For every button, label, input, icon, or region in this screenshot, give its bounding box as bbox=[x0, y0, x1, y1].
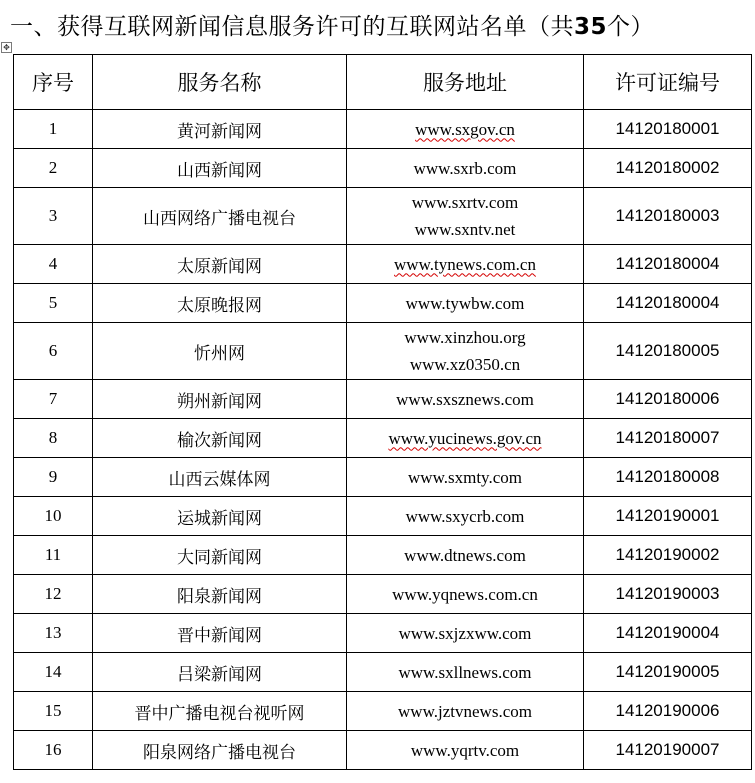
table-row bbox=[14, 731, 752, 770]
table-row bbox=[14, 110, 752, 149]
table-row bbox=[14, 149, 752, 188]
service-address bbox=[347, 188, 584, 245]
address-url: www.sxjzxww.com bbox=[398, 623, 532, 643]
address-url: www.sxrtv.com bbox=[411, 193, 519, 212]
service-address bbox=[347, 653, 584, 692]
address-url: www.dtnews.com bbox=[404, 545, 526, 565]
service-name: 山西新闻网 bbox=[93, 149, 347, 188]
service-name: 忻州网 bbox=[93, 323, 347, 380]
row-index: 11 bbox=[14, 536, 93, 575]
table-body bbox=[14, 110, 752, 770]
table-move-handle-icon[interactable]: ✥ bbox=[1, 42, 12, 53]
table-row bbox=[14, 188, 752, 245]
title-prefix: 一、获得互联网新闻信息服务许可的互联网站名单（共 bbox=[10, 14, 574, 40]
license-number: 14120180002 bbox=[584, 149, 752, 188]
service-name: 山西云媒体网 bbox=[93, 458, 347, 497]
header-name: 服务名称 bbox=[93, 55, 347, 110]
address-url: www.xinzhou.org bbox=[404, 328, 526, 347]
page-title bbox=[10, 8, 750, 46]
service-address bbox=[347, 149, 584, 188]
address-url: www.sxycrb.com bbox=[405, 506, 525, 526]
service-name: 大同新闻网 bbox=[93, 536, 347, 575]
table-row bbox=[14, 458, 752, 497]
license-number: 14120180004 bbox=[584, 284, 752, 323]
table-row bbox=[14, 284, 752, 323]
service-address bbox=[347, 614, 584, 653]
service-name: 阳泉新闻网 bbox=[93, 575, 347, 614]
row-index: 3 bbox=[14, 188, 93, 245]
table-row bbox=[14, 575, 752, 614]
service-address bbox=[347, 575, 584, 614]
row-index: 10 bbox=[14, 497, 93, 536]
table-row bbox=[14, 323, 752, 380]
header-index: 序号 bbox=[14, 55, 93, 110]
row-index: 2 bbox=[14, 149, 93, 188]
table-row bbox=[14, 692, 752, 731]
header-address: 服务地址 bbox=[347, 55, 584, 110]
license-number: 14120190003 bbox=[584, 575, 752, 614]
address-url: www.sxsznews.com bbox=[396, 389, 534, 409]
row-index: 1 bbox=[14, 110, 93, 149]
service-address bbox=[347, 536, 584, 575]
license-number: 14120190007 bbox=[584, 731, 752, 770]
service-name: 晋中广播电视台视听网 bbox=[93, 692, 347, 731]
service-name: 朔州新闻网 bbox=[93, 380, 347, 419]
license-table bbox=[13, 54, 752, 770]
address-url: www.sxmty.com bbox=[408, 467, 522, 487]
row-index: 7 bbox=[14, 380, 93, 419]
license-number: 14120190001 bbox=[584, 497, 752, 536]
row-index: 9 bbox=[14, 458, 93, 497]
address-url: www.sxrb.com bbox=[413, 158, 517, 178]
service-name: 黄河新闻网 bbox=[93, 110, 347, 149]
address-url: www.tynews.com.cn bbox=[394, 254, 536, 274]
service-name: 榆次新闻网 bbox=[93, 419, 347, 458]
service-address bbox=[347, 380, 584, 419]
address-url: www.xz0350.cn bbox=[409, 355, 521, 374]
service-name: 吕梁新闻网 bbox=[93, 653, 347, 692]
service-address bbox=[347, 692, 584, 731]
service-name: 运城新闻网 bbox=[93, 497, 347, 536]
license-number: 14120190005 bbox=[584, 653, 752, 692]
service-name: 山西网络广播电视台 bbox=[93, 188, 347, 245]
table-row bbox=[14, 380, 752, 419]
license-number: 14120190006 bbox=[584, 692, 752, 731]
row-index: 8 bbox=[14, 419, 93, 458]
service-address bbox=[347, 458, 584, 497]
service-address bbox=[347, 284, 584, 323]
service-address bbox=[347, 110, 584, 149]
table-row bbox=[14, 245, 752, 284]
service-address bbox=[347, 497, 584, 536]
license-number: 14120180006 bbox=[584, 380, 752, 419]
title-suffix: 个） bbox=[607, 14, 655, 40]
license-number: 14120180004 bbox=[584, 245, 752, 284]
address-url: www.sxntv.net bbox=[414, 220, 516, 239]
address-url: www.tywbw.com bbox=[405, 293, 525, 313]
row-index: 5 bbox=[14, 284, 93, 323]
row-index: 12 bbox=[14, 575, 93, 614]
row-index: 16 bbox=[14, 731, 93, 770]
address-url: www.sxgov.cn bbox=[415, 119, 515, 139]
license-number: 14120180003 bbox=[584, 188, 752, 245]
table-row bbox=[14, 653, 752, 692]
service-address bbox=[347, 419, 584, 458]
row-index: 4 bbox=[14, 245, 93, 284]
address-url: www.sxllnews.com bbox=[398, 662, 532, 682]
table-row bbox=[14, 497, 752, 536]
row-index: 13 bbox=[14, 614, 93, 653]
license-number: 14120180001 bbox=[584, 110, 752, 149]
row-index: 6 bbox=[14, 323, 93, 380]
address-url: www.yqrtv.com bbox=[410, 740, 520, 760]
site-count: 35 bbox=[574, 14, 608, 40]
address-url: www.yqnews.com.cn bbox=[392, 584, 538, 604]
header-license: 许可证编号 bbox=[584, 55, 752, 110]
service-name: 太原晚报网 bbox=[93, 284, 347, 323]
service-name: 阳泉网络广播电视台 bbox=[93, 731, 347, 770]
license-number: 14120180008 bbox=[584, 458, 752, 497]
service-address bbox=[347, 731, 584, 770]
address-url: www.yucinews.gov.cn bbox=[388, 428, 542, 448]
table-row bbox=[14, 614, 752, 653]
service-name: 晋中新闻网 bbox=[93, 614, 347, 653]
table-header-row bbox=[14, 55, 752, 110]
license-number: 14120180007 bbox=[584, 419, 752, 458]
row-index: 14 bbox=[14, 653, 93, 692]
license-number: 14120180005 bbox=[584, 323, 752, 380]
address-url: www.jztvnews.com bbox=[398, 701, 532, 721]
service-address bbox=[347, 245, 584, 284]
service-address bbox=[347, 323, 584, 380]
table-row bbox=[14, 419, 752, 458]
row-index: 15 bbox=[14, 692, 93, 731]
license-number: 14120190002 bbox=[584, 536, 752, 575]
license-number: 14120190004 bbox=[584, 614, 752, 653]
table-row bbox=[14, 536, 752, 575]
service-name: 太原新闻网 bbox=[93, 245, 347, 284]
